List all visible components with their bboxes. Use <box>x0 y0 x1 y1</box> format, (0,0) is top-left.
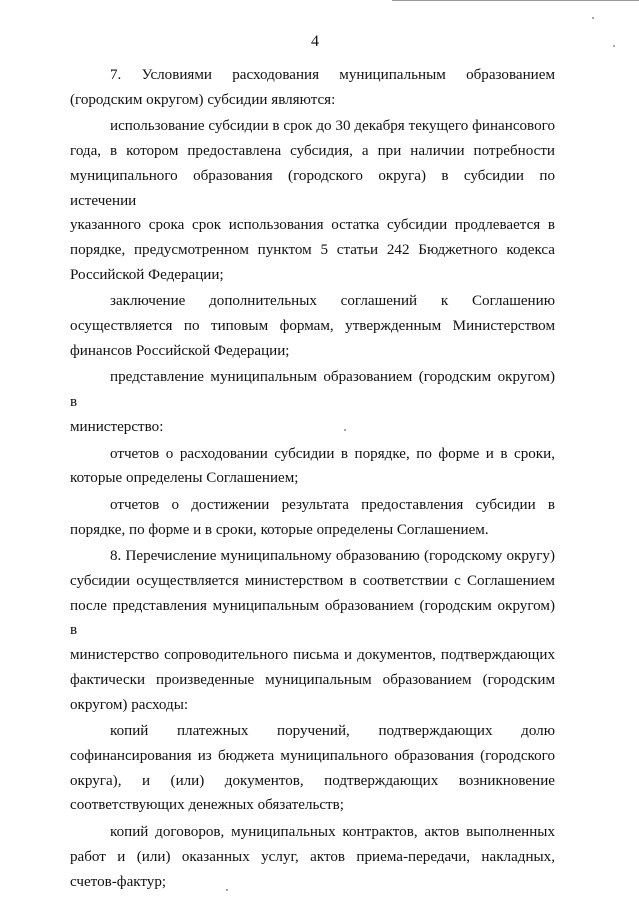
text-line: которые определены Соглашением; <box>70 470 299 487</box>
text-line: субсидии осуществляется министерством в соответствии с Соглашением <box>70 573 555 590</box>
text-line: министерство: <box>70 418 164 435</box>
text-line: софинансирования из бюджета муниципального образования (городского <box>70 747 555 764</box>
text-line: использование субсидии в срок до 30 декабря текущего финансового <box>110 118 555 135</box>
text-line: соответствующих денежных обязательств; <box>70 797 344 814</box>
text-line: года, в котором предоставлена субсидия, а при наличии потребности <box>70 143 555 160</box>
paragraph-7-intro <box>70 63 555 112</box>
scan-speck <box>592 17 594 19</box>
page-number: 4 <box>311 33 319 50</box>
text-line: порядке, предусмотренном пунктом 5 статьи 242 Бюджетного кодекса <box>70 241 555 258</box>
text-line: указанного срока срок использования остатка субсидии продлевается в <box>70 217 555 234</box>
text-line: Российской Федерации; <box>70 266 224 283</box>
text-line: заключение дополнительных соглашений к Соглашению <box>110 293 555 310</box>
paragraph-additional-agreements <box>70 289 555 363</box>
paragraph-contracts <box>70 820 555 894</box>
paragraph-submission <box>70 365 555 439</box>
text-line: после представления муниципальным образованием (городским округом) в <box>70 597 555 639</box>
text-line: финансов Российской Федерации; <box>70 342 290 359</box>
text-line: работ и (или) оказанных услуг, актов приема-передачи, накладных, <box>70 848 555 865</box>
text-line: порядке, по форме и в сроки, которые определены Соглашением. <box>70 521 489 538</box>
paragraph-subsidy-usage <box>70 114 555 287</box>
paragraph-result-reports <box>70 493 555 542</box>
text-line: отчетов о достижении результата предоставления субсидии в <box>110 496 555 513</box>
document-body <box>70 63 555 896</box>
text-line: счетов-фактур; <box>70 873 167 890</box>
text-line: осуществляется по типовым формам, утвержденным Министерством <box>70 318 555 335</box>
text-line: (городским округом) субсидии являются: <box>70 91 336 108</box>
paragraph-payment-orders <box>70 719 555 818</box>
text-line: копий договоров, муниципальных контрактов, актов выполненных <box>110 824 555 841</box>
text-line: округом) расходы: <box>70 696 189 713</box>
text-line: представление муниципальным образованием (городским округом) в <box>70 369 555 411</box>
paragraph-8-transfer <box>70 544 555 717</box>
text-line: 7. Условиями расходования муниципальным образованием <box>110 67 555 83</box>
text-line: копий платежных поручений, подтверждающих долю <box>110 723 555 740</box>
text-line: 8. Перечисление муниципальному образованию (городскому округу) <box>110 548 555 565</box>
text-line: муниципального образования (городского округа) в субсидии по истечении <box>70 167 555 209</box>
text-line: министерство сопроводительного письма и документов, подтверждающих <box>70 647 555 664</box>
scan-top-edge <box>392 0 639 1</box>
text-line: округа), и (или) документов, подтверждающих возникновение <box>70 772 555 789</box>
text-line: фактически произведенные муниципальным образованием (городским <box>70 671 555 688</box>
text-line: отчетов о расходовании субсидии в порядке, по форме и в сроки, <box>110 445 555 462</box>
paragraph-expense-reports <box>70 442 555 491</box>
